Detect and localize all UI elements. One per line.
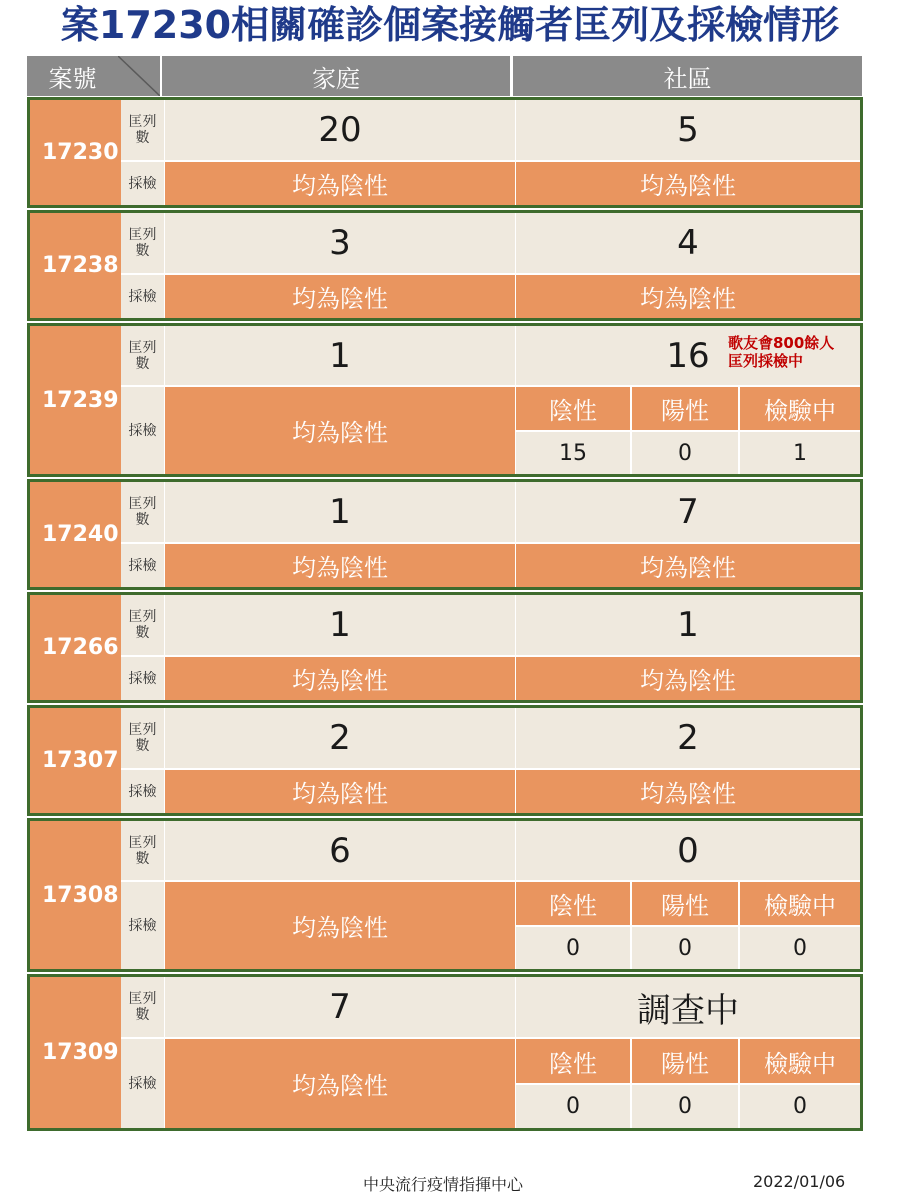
sub-value: 0 (740, 1085, 860, 1128)
community-count: 1 (516, 595, 860, 655)
community-test: 均為陰性 (516, 657, 860, 700)
label-count: 匡列數 (121, 213, 164, 273)
label-count: 匡列數 (121, 595, 164, 655)
case-group (27, 479, 863, 590)
case-group (27, 97, 863, 208)
sub-header: 檢驗中 (740, 882, 860, 925)
sub-value: 0 (516, 927, 630, 969)
family-test: 均為陰性 (165, 275, 515, 318)
community-test: 均為陰性 (516, 162, 860, 205)
label-count: 匡列數 (121, 326, 164, 385)
case-number: 17239 (30, 326, 121, 474)
sub-header: 陰性 (516, 882, 630, 925)
sub-header: 陰性 (516, 1039, 630, 1083)
family-count: 20 (165, 100, 515, 160)
case-number: 17266 (30, 595, 121, 700)
family-test: 均為陰性 (165, 162, 515, 205)
community-count: 4 (516, 213, 860, 273)
sub-header: 陽性 (632, 387, 738, 430)
label-count: 匡列數 (121, 482, 164, 542)
family-count: 3 (165, 213, 515, 273)
label-test: 採檢 (121, 882, 164, 969)
footer-date: 2022/01/06 (753, 1172, 846, 1191)
family-count: 1 (165, 326, 515, 385)
community-count: 2 (516, 708, 860, 768)
family-count: 1 (165, 482, 515, 542)
sub-header: 檢驗中 (740, 1039, 860, 1083)
footer-org: 中央流行疫情指揮中心 (363, 1175, 524, 1194)
sub-value: 15 (516, 432, 630, 474)
header-case: 案號 (27, 56, 118, 96)
community-test: 均為陰性 (516, 544, 860, 587)
label-test: 採檢 (121, 275, 164, 318)
header-diagonal (118, 56, 160, 96)
community-count: 調查中 (516, 977, 860, 1037)
case-group (27, 210, 863, 321)
case-number: 17230 (30, 100, 121, 205)
case-group (27, 705, 863, 816)
sub-header: 陰性 (516, 387, 630, 430)
case-number: 17240 (30, 482, 121, 587)
community-count: 5 (516, 100, 860, 160)
label-test: 採檢 (121, 657, 164, 700)
sub-header: 檢驗中 (740, 387, 860, 430)
sub-value: 0 (632, 1085, 738, 1128)
sub-value: 0 (516, 1085, 630, 1128)
community-note: 歌友會800餘人 匡列採檢中 (728, 334, 835, 370)
header-community: 社區 (513, 56, 862, 96)
label-test: 採檢 (121, 162, 164, 205)
community-count: 7 (516, 482, 860, 542)
community-test: 均為陰性 (516, 770, 860, 813)
diagonal-line-icon (118, 56, 160, 96)
family-test: 均為陰性 (165, 544, 515, 587)
header-family: 家庭 (162, 56, 510, 96)
sub-value: 0 (740, 927, 860, 969)
family-count: 6 (165, 821, 515, 880)
page-title: 案17230相關確診個案接觸者匡列及採檢情形 (60, 3, 840, 47)
family-test: 均為陰性 (165, 387, 515, 474)
sub-header: 陽性 (632, 882, 738, 925)
community-count: 0 (516, 821, 860, 880)
label-count: 匡列數 (121, 100, 164, 160)
label-count: 匡列數 (121, 821, 164, 880)
label-test: 採檢 (121, 544, 164, 587)
community-test: 均為陰性 (516, 275, 860, 318)
community-count: 16 (516, 326, 860, 385)
case-number: 17238 (30, 213, 121, 318)
sub-value: 0 (632, 432, 738, 474)
case-group (27, 323, 863, 477)
label-test: 採檢 (121, 1039, 164, 1128)
label-test: 採檢 (121, 387, 164, 474)
case-number: 17309 (30, 977, 121, 1128)
family-count: 2 (165, 708, 515, 768)
family-test: 均為陰性 (165, 1039, 515, 1128)
case-group (27, 974, 863, 1131)
case-group (27, 818, 863, 972)
family-test: 均為陰性 (165, 657, 515, 700)
family-test: 均為陰性 (165, 770, 515, 813)
sub-value: 0 (632, 927, 738, 969)
family-count: 7 (165, 977, 515, 1037)
family-test: 均為陰性 (165, 882, 515, 969)
case-group (27, 592, 863, 703)
sub-value: 1 (740, 432, 860, 474)
sub-header: 陽性 (632, 1039, 738, 1083)
label-count: 匡列數 (121, 977, 164, 1037)
case-number: 17307 (30, 708, 121, 813)
family-count: 1 (165, 595, 515, 655)
label-test: 採檢 (121, 770, 164, 813)
case-number: 17308 (30, 821, 121, 969)
label-count: 匡列數 (121, 708, 164, 768)
